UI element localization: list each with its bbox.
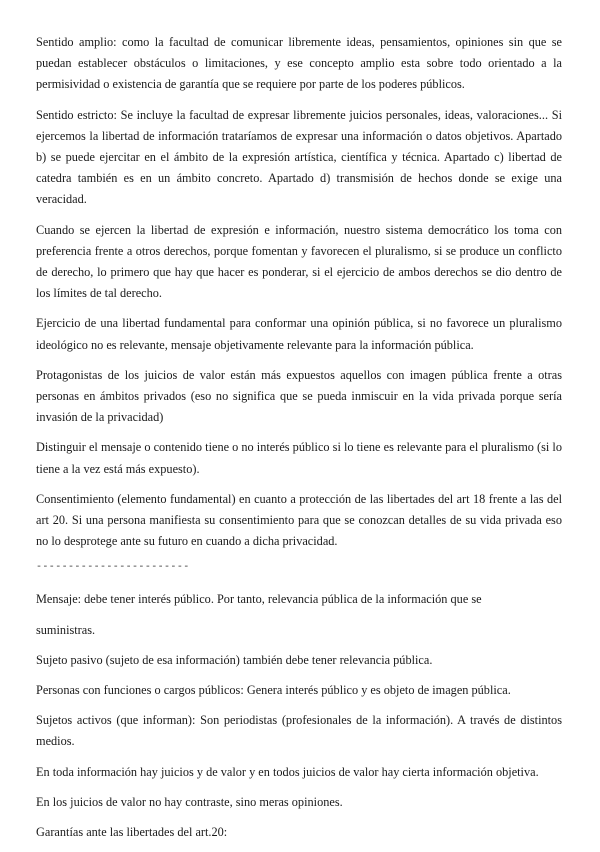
- paragraph-sujetos-activos: Sujetos activos (que informan): Son periodistas (profesionales de la información). A través de distintos medios.: [36, 713, 562, 749]
- paragraph-juicios-valor: En toda información hay juicios y de valor y en todos juicios de valor hay cierta información objetiva.: [36, 764, 539, 779]
- dashed-separator: ------------------------: [36, 562, 190, 574]
- paragraph-distinguir-mensaje: Distinguir el mensaje o contenido tiene o no interés público si lo tiene es relevante para el pluralismo (si lo tiene a la vez está más expuesto).: [36, 440, 562, 476]
- paragraph-garantias: Garantías ante las libertades del art.20:: [36, 825, 228, 840]
- paragraph-consentimiento: Consentimiento (elemento fundamental) en cuanto a protección de las libertades del art 18 frente a las del art 20. Si una persona manifiesta su consentimiento para que se conozcan detalles de su vida privada eso no lo desprotege ante su futuro en cuando a dicha privacidad.: [36, 491, 562, 549]
- paragraph-sujeto-pasivo: Sujeto pasivo (sujeto de esa información) también debe tener relevancia pública.: [36, 652, 433, 667]
- paragraph-personas-cargos: Personas con funciones o cargos públicos: Genera interés público y es objeto de imagen pública.: [36, 683, 511, 698]
- paragraph-libertad-expresion: Cuando se ejercen la libertad de expresión e información, nuestro sistema democrático los toma con preferencia frente a otros derechos, porque fomentan y favorecen el pluralismo, si se produce un conflicto de derecho, lo primero que hay que hacer es ponderar, si el ejercicio de ambos derechos se dio dentro de los límites de tal derecho.: [36, 222, 562, 301]
- paragraph-sin-contraste: En los juicios de valor no hay contraste, sino meras opiniones.: [36, 794, 343, 809]
- paragraph-sentido-estricto: Sentido estricto: Se incluye la facultad de expresar libremente juicios personales, ideas, valoraciones... Si ejercemos la libertad de información trataríamos de expresar una información o datos objetivos. Apartado b) se puede ejercitar en el ámbito de la expresión artística, científica y técnica. Apartado c) libertad de catedra también es en un ámbito concreto. Apartado d) transmisión de hechos donde se exige una veracidad.: [36, 107, 562, 207]
- paragraph-libertad-fundamental: Ejercicio de una libertad fundamental para conformar una opinión pública, si no favorece un pluralismo ideológico no es relevante, mensaje objetivamente relevante para la información pública.: [36, 316, 562, 352]
- paragraph-sentido-amplio: Sentido amplio: como la facultad de comunicar libremente ideas, pensamientos, opiniones sin que se puedan establecer obstáculos o limitaciones, y ese concepto amplio esta sobre todo orientado a la permisividad o existencia de garantía que se requiere por parte de los poderes públicos.: [36, 35, 562, 92]
- document-page: [36, 32, 562, 852]
- paragraph-protagonistas: Protagonistas de los juicios de valor están más expuestos aquellos con imagen pública frente a otras personas en ámbitos privados (eso no significa que se pueda inmiscuir en la vida privada porque sería invasión de la privacidad): [36, 367, 562, 425]
- paragraph-suministras: suministras.: [36, 622, 96, 637]
- paragraph-mensaje: Mensaje: debe tener interés público. Por tanto, relevancia pública de la información que se: [36, 592, 482, 607]
